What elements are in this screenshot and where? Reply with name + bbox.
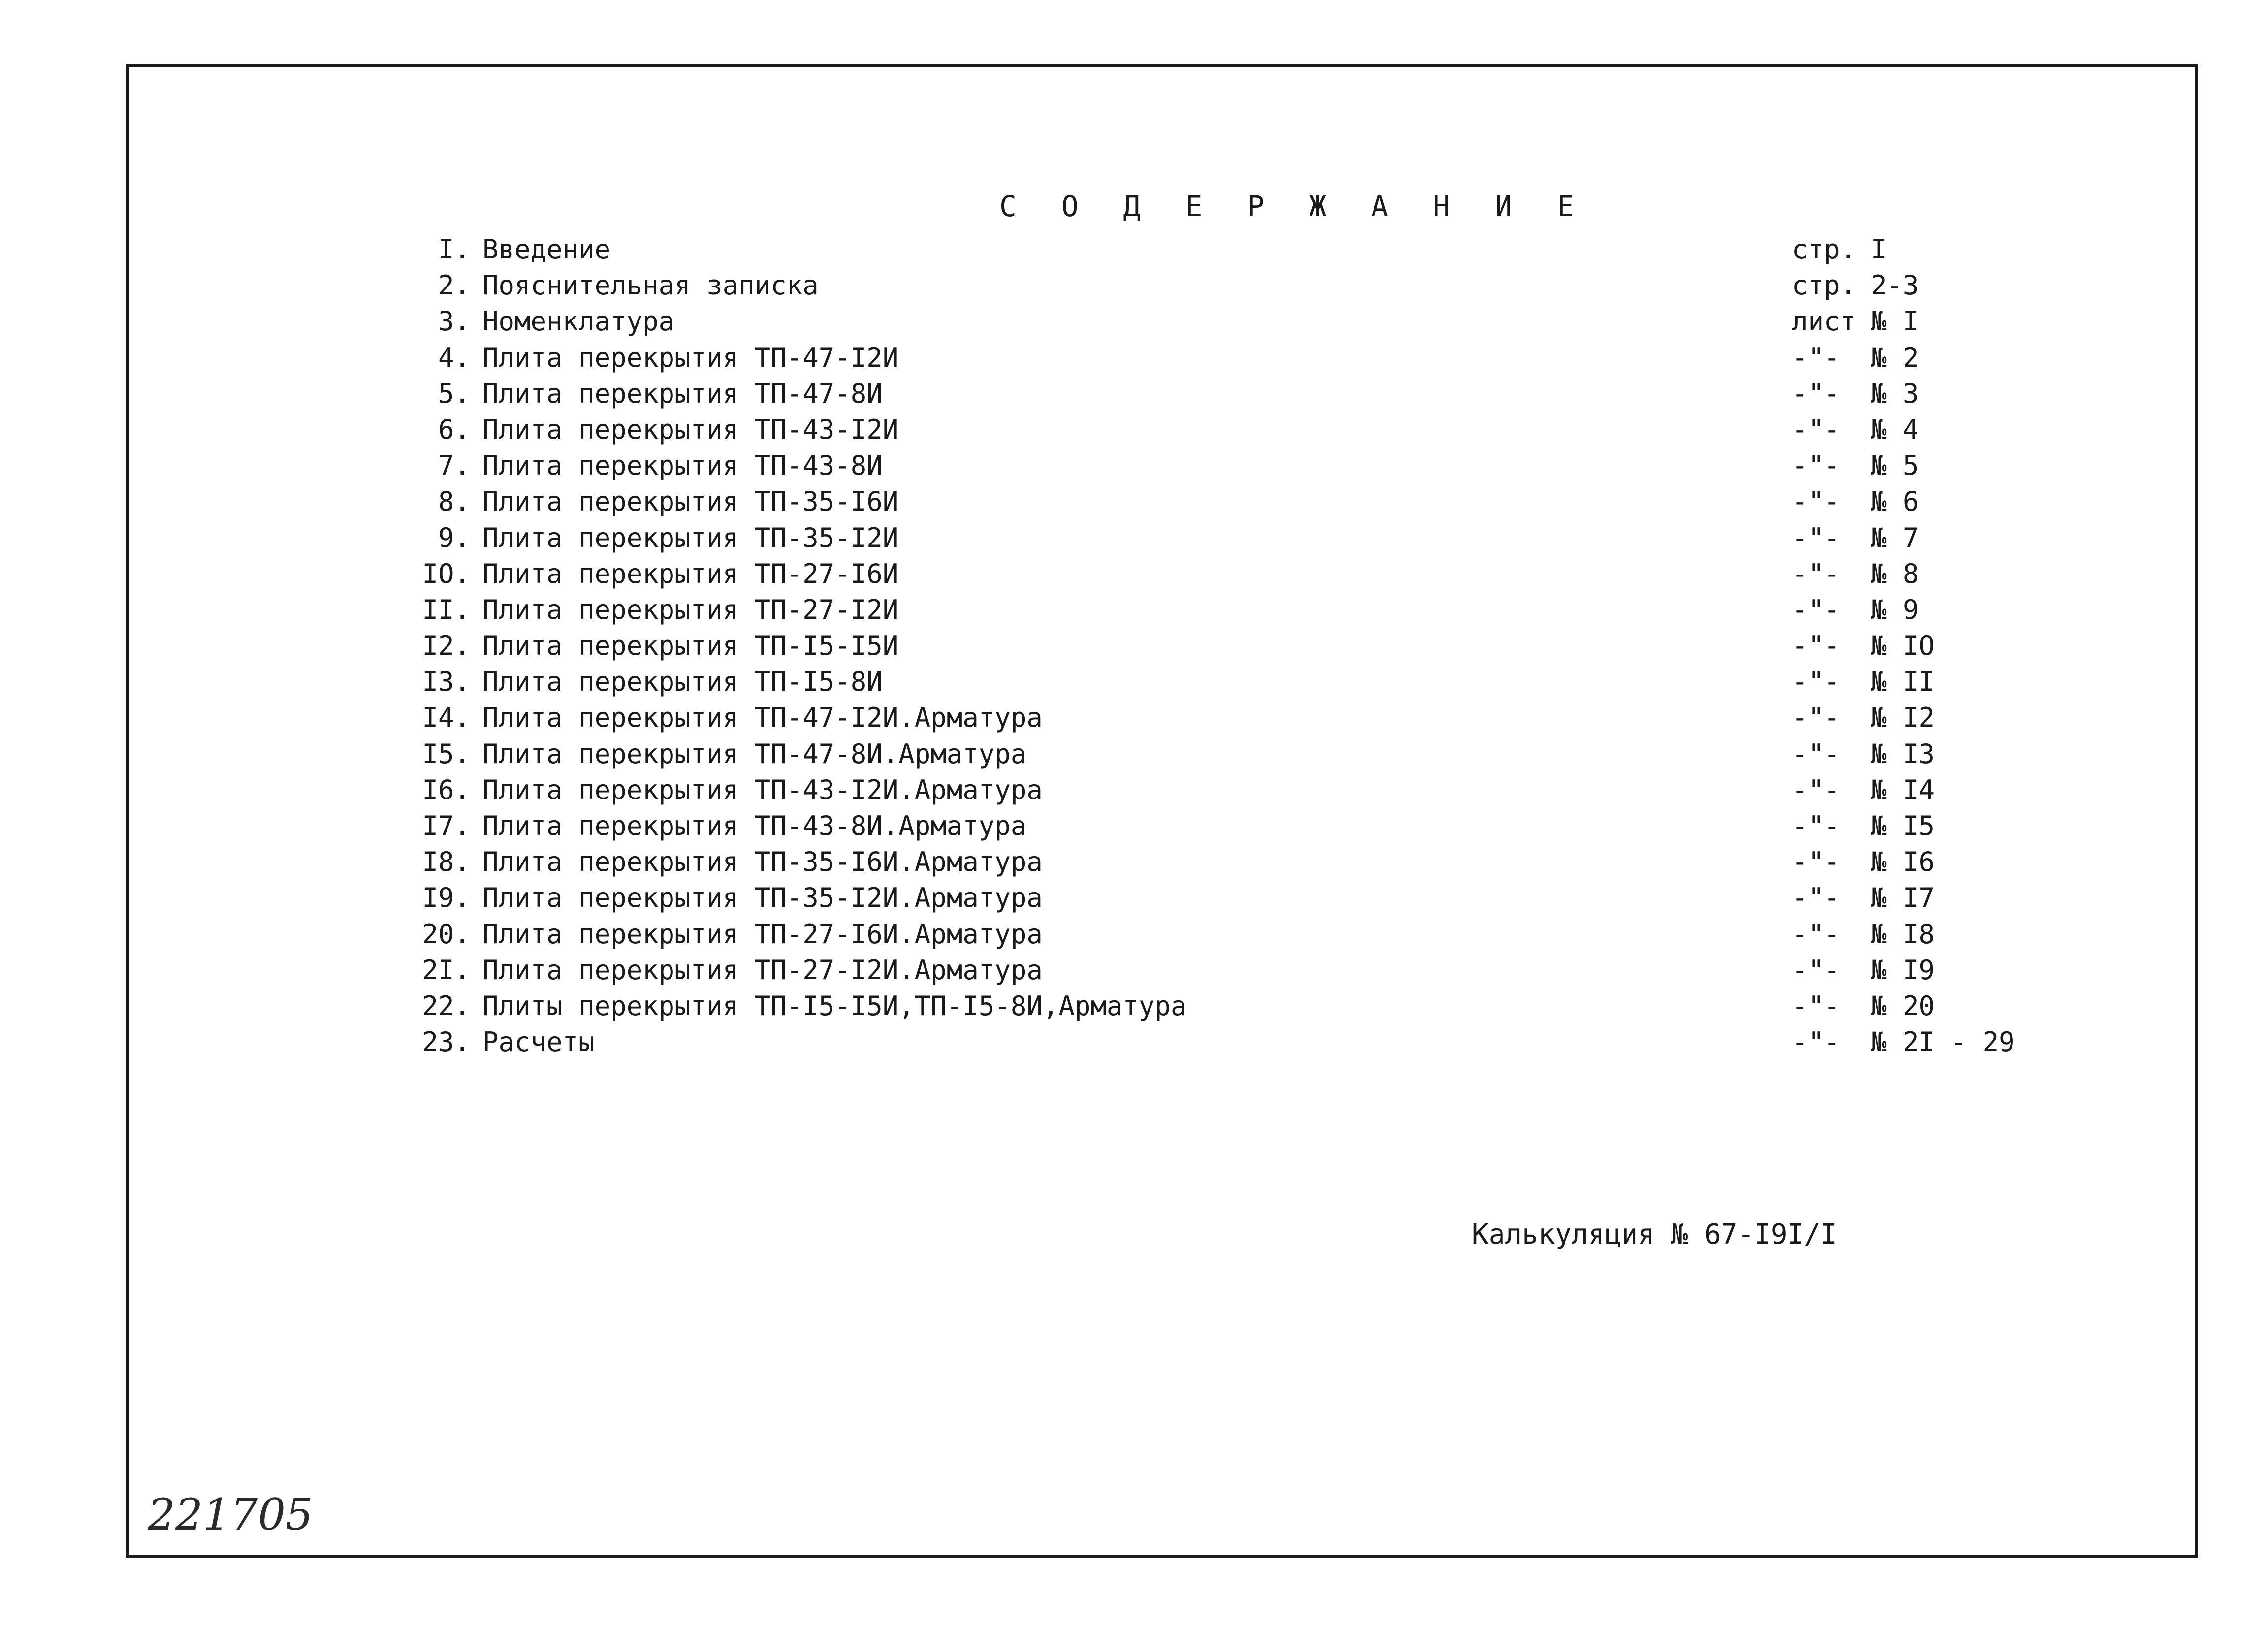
entry-page: № I3 [1871,738,1935,769]
toc-entry [0,1024,2268,1060]
entry-number: I2. [422,630,470,662]
entry-title: Плита перекрытия ТП-I5-I5И [482,630,899,662]
toc-entry [0,267,2268,303]
contents-title: С О Д Е Р Ж А Н И Е [999,190,1588,223]
toc-entry [0,772,2268,808]
entry-title: Плита перекрытия ТП-35-I2И [482,522,899,553]
entry-ref-type: -"- [1792,450,1840,481]
entry-title: Плита перекрытия ТП-47-I2И [482,342,899,373]
entry-title: Плита перекрытия ТП-35-I2И.Арматура [482,882,1043,914]
entry-ref-type: лист [1792,306,1856,337]
entry-title: Плиты перекрытия ТП-I5-I5И,ТП-I5-8И,Арматура [482,990,1187,1021]
entry-ref-type: -"- [1792,594,1840,625]
entry-page: № I7 [1871,882,1935,914]
entry-number: 9. [438,522,470,553]
table-of-contents [0,231,2268,1060]
toc-entry [0,303,2268,339]
calculation-number: Калькуляция № 67-I9I/I [1472,1218,1837,1250]
entry-page: № I5 [1871,810,1935,841]
toc-entry [0,520,2268,556]
toc-entry [0,736,2268,772]
entry-page: № IO [1871,630,1935,662]
toc-entry [0,556,2268,592]
entry-number: 2I. [422,954,470,986]
handwritten-number: 221705 [148,1489,313,1540]
entry-title: Плита перекрытия ТП-43-I2И.Арматура [482,774,1043,805]
toc-entry [0,844,2268,880]
entry-ref-type: -"- [1792,882,1840,914]
entry-number: 2. [438,270,470,301]
entry-ref-type: -"- [1792,990,1840,1021]
entry-page: № I2 [1871,702,1935,734]
entry-title: Пояснительная записка [482,270,819,301]
entry-number: I4. [422,702,470,734]
entry-ref-type: -"- [1792,486,1840,517]
entry-title: Плита перекрытия ТП-27-I2И.Арматура [482,954,1043,986]
entry-ref-type: -"- [1792,702,1840,734]
entry-number: 23. [422,1026,470,1058]
entry-page: 2-3 [1871,270,1919,301]
entry-number: 5. [438,378,470,409]
entry-title: Плита перекрытия ТП-43-8И [482,450,883,481]
entry-page: № 20 [1871,990,1935,1021]
entry-title: Плита перекрытия ТП-47-8И.Арматура [482,738,1027,769]
entry-ref-type: -"- [1792,630,1840,662]
entry-page: № 4 [1871,414,1919,445]
toc-entry [0,664,2268,700]
toc-entry [0,952,2268,988]
entry-number: I5. [422,738,470,769]
entry-ref-type: -"- [1792,774,1840,805]
toc-entry [0,700,2268,735]
entry-number: 4. [438,342,470,373]
entry-number: 20. [422,918,470,950]
entry-ref-type: стр. [1792,234,1856,265]
toc-entry [0,231,2268,267]
entry-page: № 6 [1871,486,1919,517]
entry-number: 3. [438,306,470,337]
entry-page: № 2I - 29 [1871,1026,2015,1058]
toc-entry [0,483,2268,519]
entry-page: № 3 [1871,378,1919,409]
entry-ref-type: -"- [1792,846,1840,878]
entry-number: II. [422,594,470,625]
entry-number: I7. [422,810,470,841]
toc-entry [0,592,2268,628]
entry-page: № I4 [1871,774,1935,805]
toc-entry [0,628,2268,664]
entry-ref-type: -"- [1792,918,1840,950]
entry-ref-type: -"- [1792,558,1840,589]
entry-title: Плита перекрытия ТП-I5-8И [482,666,883,698]
toc-entry [0,808,2268,844]
entry-ref-type: -"- [1792,954,1840,986]
entry-ref-type: стр. [1792,270,1856,301]
entry-page: № 8 [1871,558,1919,589]
entry-ref-type: -"- [1792,378,1840,409]
entry-page: № 5 [1871,450,1919,481]
entry-ref-type: -"- [1792,414,1840,445]
toc-entry [0,880,2268,916]
entry-number: 8. [438,486,470,517]
entry-page: № 2 [1871,342,1919,373]
entry-title: Плита перекрытия ТП-27-I6И.Арматура [482,918,1043,950]
entry-number: 7. [438,450,470,481]
entry-page: I [1871,234,1887,265]
entry-title: Плита перекрытия ТП-35-I6И [482,486,899,517]
entry-number: 22. [422,990,470,1021]
toc-entry [0,340,2268,376]
entry-title: Номенклатура [482,306,675,337]
entry-title: Плита перекрытия ТП-27-I2И [482,594,899,625]
entry-ref-type: -"- [1792,522,1840,553]
entry-number: I3. [422,666,470,698]
entry-ref-type: -"- [1792,810,1840,841]
entry-number: I. [438,234,470,265]
toc-entry [0,412,2268,447]
entry-number: I8. [422,846,470,878]
toc-entry [0,447,2268,483]
entry-ref-type: -"- [1792,342,1840,373]
entry-number: I9. [422,882,470,914]
entry-page: № I6 [1871,846,1935,878]
entry-title: Плита перекрытия ТП-47-8И [482,378,883,409]
entry-page: № I [1871,306,1919,337]
entry-number: 6. [438,414,470,445]
entry-title: Плита перекрытия ТП-27-I6И [482,558,899,589]
entry-ref-type: -"- [1792,1026,1840,1058]
entry-page: № 9 [1871,594,1919,625]
entry-number: I6. [422,774,470,805]
entry-title: Расчеты [482,1026,595,1058]
toc-entry [0,988,2268,1024]
entry-title: Плита перекрытия ТП-43-8И.Арматура [482,810,1027,841]
entry-ref-type: -"- [1792,666,1840,698]
toc-entry [0,916,2268,952]
entry-title: Плита перекрытия ТП-47-I2И.Арматура [482,702,1043,734]
toc-entry [0,376,2268,412]
entry-page: № 7 [1871,522,1919,553]
entry-title: Плита перекрытия ТП-35-I6И.Арматура [482,846,1043,878]
entry-page: № II [1871,666,1935,698]
entry-number: IO. [422,558,470,589]
entry-title: Плита перекрытия ТП-43-I2И [482,414,899,445]
entry-page: № I9 [1871,954,1935,986]
entry-page: № I8 [1871,918,1935,950]
entry-title: Введение [482,234,611,265]
entry-ref-type: -"- [1792,738,1840,769]
